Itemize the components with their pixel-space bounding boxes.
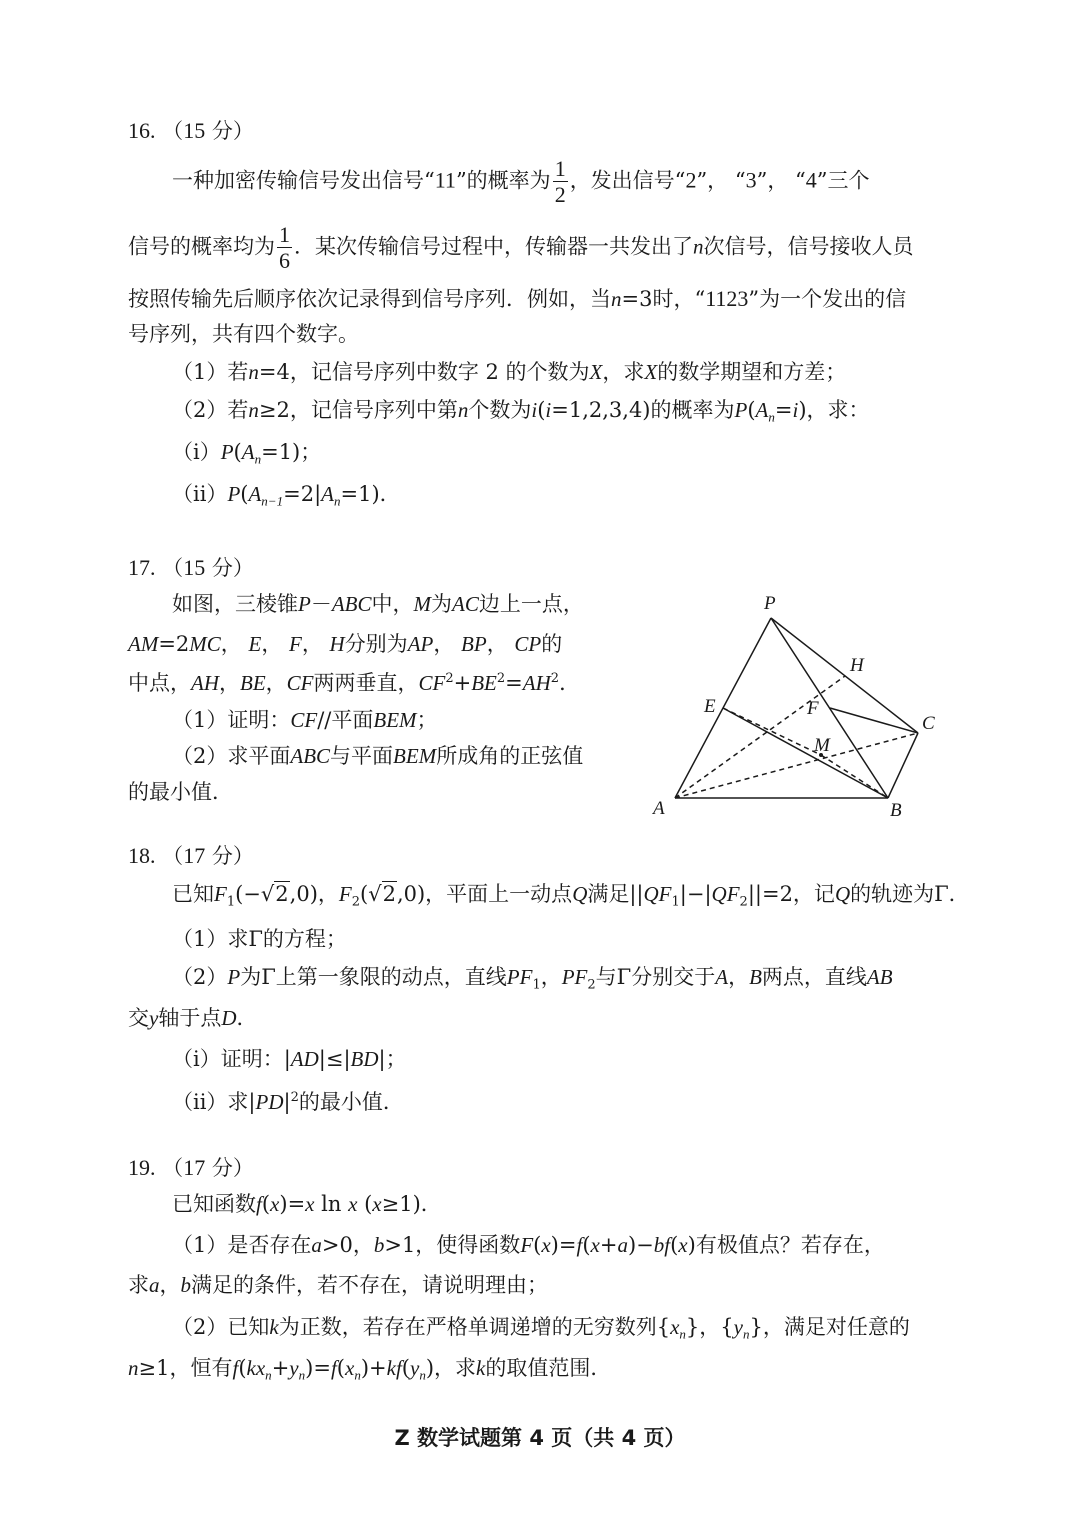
q16-line2: 信号的概率均为 $\frac{1}{6}$ ．某次传输信号过程中，传输器一共发出了n次信号，信号接收人员: [128, 222, 914, 274]
q17-header: 17. （15 分）: [128, 555, 254, 580]
q18-header: 18. （17 分）: [128, 843, 254, 868]
label-C: C: [922, 713, 935, 734]
q17-part1: （1）证明：CF//平面BEM；: [172, 708, 438, 732]
label-B: B: [890, 800, 902, 821]
q17-part2b: 的最小值．: [128, 780, 233, 804]
page-footer: Z 数学试题第 4 页（共 4 页）: [394, 1426, 686, 1450]
q18-part2a: （2）P为Γ上第一象限的动点，直线$PF_1$，$PF_2$与Γ分别交于A，B两点，直线AB: [172, 965, 893, 993]
q19-part1a: （1）是否存在a>0，b>1，使得函数F(x)=f(x+a)−bf(x)有极值点？若存在，: [172, 1233, 885, 1257]
q16-sub-i: $(i)P(A_n=1)$；: [172, 440, 322, 467]
q19-part1b: 求a，b满足的条件，若不存在，请说明理由；: [128, 1273, 548, 1297]
label-A: A: [653, 798, 665, 819]
q17-line3: 中点，AH，BE，CF两两垂直，$CF^2+BE^2=AH^2$．: [128, 671, 581, 695]
edge-PB: [771, 618, 888, 798]
q16-line1: 一种加密传输信号发出信号“11”的概率为 $\frac{1}{2}$ ，发出信号“2”， “3”， “4”三个: [172, 156, 870, 208]
q19-part2a: （2）已知k为正数，若存在严格单调递增的无穷数列$\{x_n\}$，$\{y_n\}$，满足对任意的: [172, 1315, 910, 1342]
q16-part2: （2）若n≥2，记信号序列中第n个数为i(i=1,2,3,4)的概率为$P(A_n=i)$，求：: [172, 398, 870, 425]
q16-header: 16. （15 分）: [128, 118, 254, 143]
label-E: E: [704, 696, 716, 717]
q19-header: 19. （17 分）: [128, 1155, 254, 1180]
q19-line1: 已知函数f(x)=x ln x (x≥1)．: [172, 1192, 442, 1216]
q16-part1: （1）若n=4，记信号序列中数字 2 的个数为X，求X的数学期望和方差；: [172, 360, 847, 384]
label-P: P: [764, 593, 776, 614]
q18-part1: （1）求Γ的方程；: [172, 927, 347, 951]
q16-line3: 按照传输先后顺序依次记录得到信号序列．例如，当n=3时，“1123”为一个发出的信: [128, 286, 907, 311]
q18-sub-i: （i）证明：|AD|≤|BD|；: [172, 1047, 407, 1071]
q18-part2b: 交y轴于点D．: [128, 1006, 258, 1030]
q19-part2b: n≥1，恒有$f(kx_n+y_n)=f(x_n)+kf(y_n)$，求k的取值范围．: [128, 1356, 612, 1383]
q18-line1: 已知$F_1(-√2,0)$，$F_2(√2,0)$，平面上一动点Q满足$||QF_1|-|QF_2||=2$，记Q的轨迹为Γ．: [172, 882, 970, 910]
q17-line1: 如图，三棱锥P－ABC中，M为AC边上一点，: [172, 592, 584, 616]
label-H: H: [850, 655, 864, 676]
segment-BM-hidden: [821, 755, 888, 798]
q17-line2: AM=2MC， E， F， H分别为AP， BP， CP的: [128, 632, 563, 656]
q18-sub-ii: （ii）求$|PD|^2$的最小值．: [172, 1090, 404, 1114]
q17-part2a: （2）求平面ABC与平面BEM所成角的正弦值: [172, 744, 584, 768]
tetrahedron-figure: [640, 585, 960, 825]
edge-BC: [888, 733, 918, 798]
label-F: F: [807, 698, 819, 719]
label-M: M: [814, 735, 830, 756]
q16-line4: 号序列，共有四个数字。: [128, 322, 359, 346]
q16-sub-ii: $(ii)P(A_{n-1}=2|A_n=1)$．: [172, 482, 401, 509]
segment-BE: [723, 708, 888, 798]
